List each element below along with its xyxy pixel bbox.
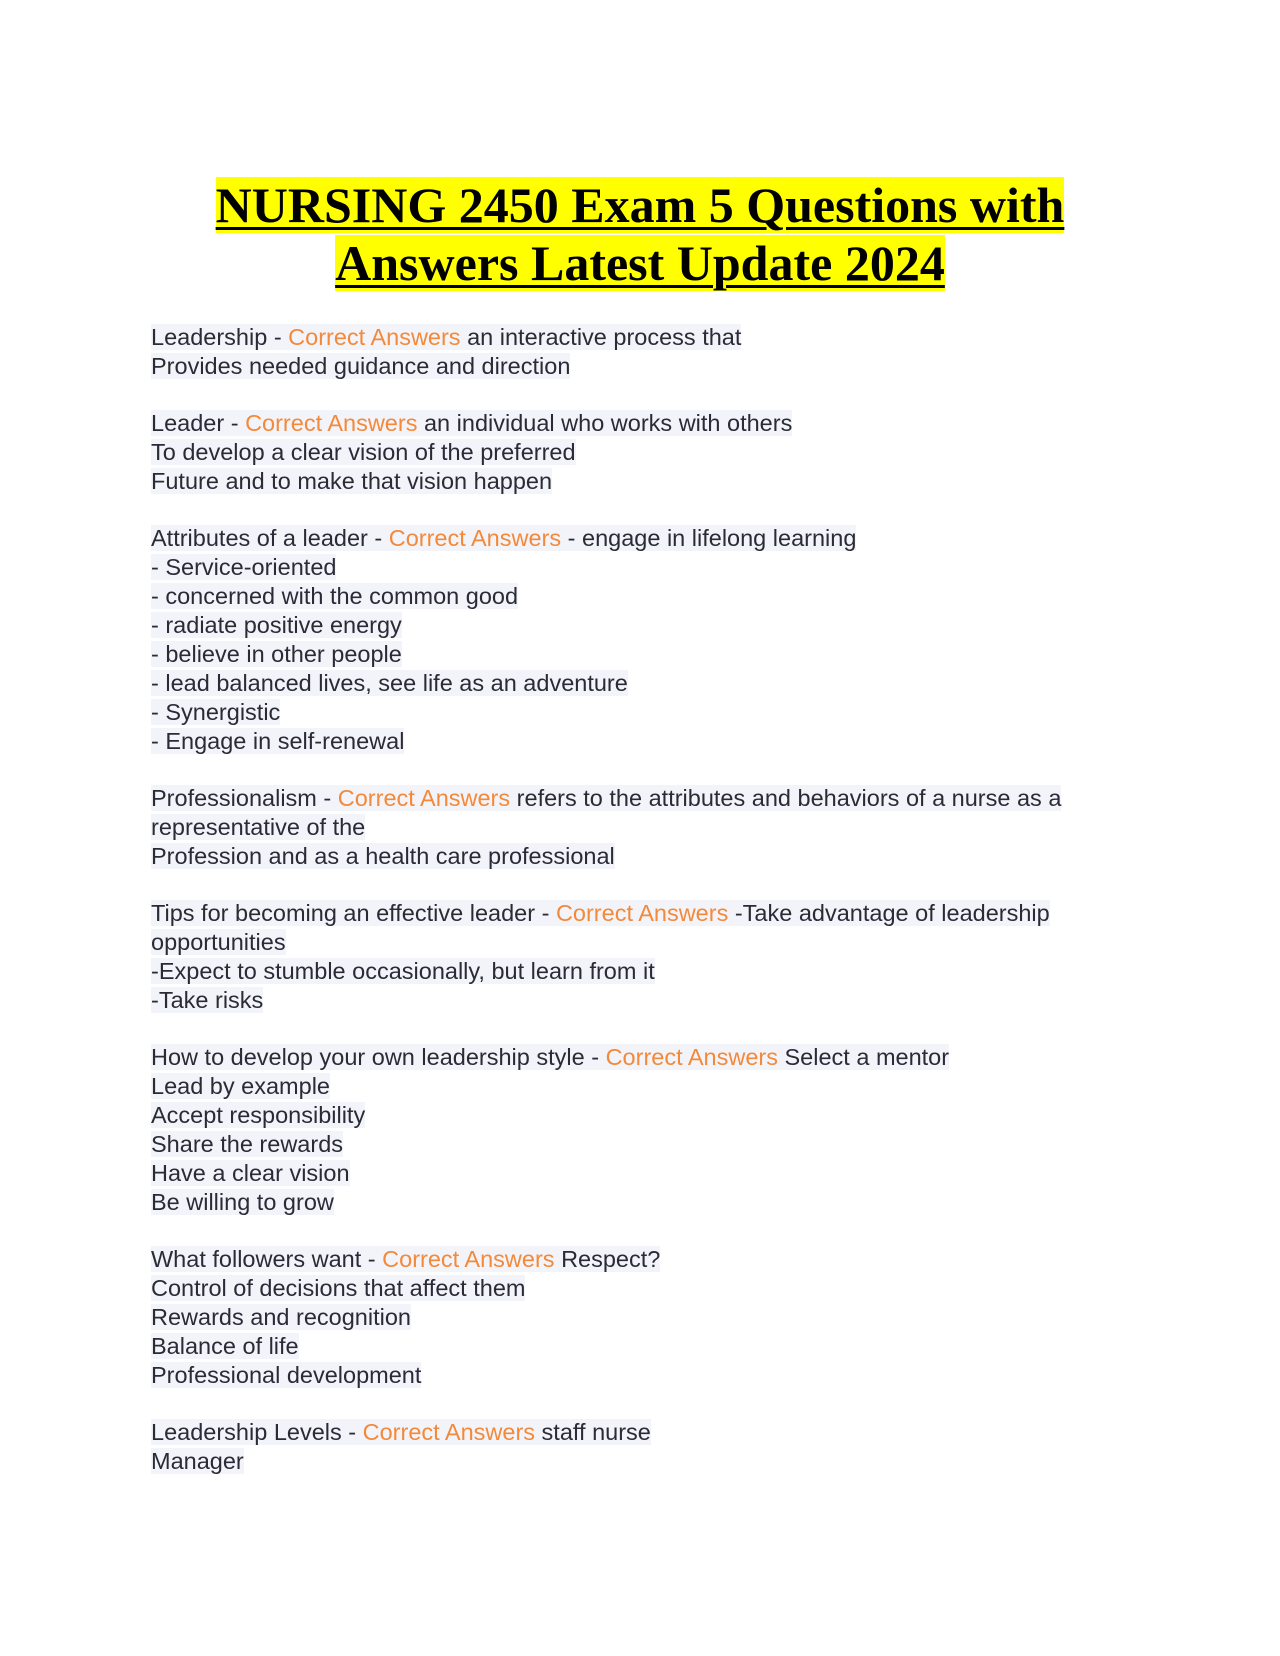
question-term: Professionalism - xyxy=(151,785,338,811)
answer-line-text: Rewards and recognition xyxy=(151,1304,411,1330)
qa-line-text xyxy=(151,1419,651,1445)
correct-answers-label: Correct Answers xyxy=(555,900,729,926)
qa-entry xyxy=(151,409,1141,496)
answer-line xyxy=(151,611,1141,640)
qa-line-text xyxy=(151,410,792,436)
answer-line xyxy=(151,957,1141,986)
answer-line xyxy=(151,1274,1141,1303)
qa-first-line xyxy=(151,1043,1141,1072)
answer-line-text: - radiate positive energy xyxy=(151,612,402,638)
qa-line-text xyxy=(151,1246,660,1272)
correct-answers-label: Correct Answers xyxy=(245,410,418,436)
correct-answers-label: Correct Answers xyxy=(288,324,461,350)
answer-line xyxy=(151,582,1141,611)
answer-text: -Take advantage of leadership xyxy=(728,900,1050,926)
answer-line xyxy=(151,698,1141,727)
question-term: Leadership Levels - xyxy=(151,1419,363,1445)
qa-line-text xyxy=(151,1044,949,1070)
qa-entry xyxy=(151,1418,1141,1476)
document-title xyxy=(100,176,1180,292)
qa-first-line xyxy=(151,323,1141,352)
qa-line-text xyxy=(151,900,1050,926)
qa-first-line xyxy=(151,524,1141,553)
qa-entry xyxy=(151,323,1141,381)
answer-line-text: Balance of life xyxy=(151,1333,299,1359)
answer-line xyxy=(151,1101,1141,1130)
answer-line-text: - lead balanced lives, see life as an adventure xyxy=(151,670,628,696)
answer-line xyxy=(151,1447,1141,1476)
answer-text: - engage in lifelong learning xyxy=(561,525,857,551)
qa-first-line xyxy=(151,409,1141,438)
answer-line-text: Lead by example xyxy=(151,1073,330,1099)
answer-line-text: Manager xyxy=(151,1448,244,1474)
answer-line-text: Be willing to grow xyxy=(151,1189,334,1215)
qa-first-line xyxy=(151,1245,1141,1274)
answer-line xyxy=(151,928,1141,957)
qa-entry xyxy=(151,899,1141,1015)
correct-answers-label: Correct Answers xyxy=(605,1044,778,1070)
answer-line-text: representative of the xyxy=(151,814,366,840)
answer-line xyxy=(151,986,1141,1015)
answer-line-text: Have a clear vision xyxy=(151,1160,350,1186)
answer-line-text: Professional development xyxy=(151,1362,422,1388)
qa-entry xyxy=(151,1245,1141,1390)
answer-line xyxy=(151,438,1141,467)
question-term: Leader - xyxy=(151,410,246,436)
title-line-2: Answers Latest Update 2024 xyxy=(335,235,945,291)
answer-line-text: Future and to make that vision happen xyxy=(151,468,553,494)
answer-text: refers to the attributes and behaviors of a nurse as a xyxy=(510,785,1062,811)
answer-text: Select a mentor xyxy=(777,1044,950,1070)
answer-line-text: -Expect to stumble occasionally, but learn from it xyxy=(151,958,655,984)
question-term: Leadership - xyxy=(151,324,289,350)
answer-line-text: opportunities xyxy=(151,929,286,955)
question-answer-list xyxy=(151,323,1141,1504)
qa-line-text xyxy=(151,525,856,551)
answer-line xyxy=(151,640,1141,669)
answer-line xyxy=(151,727,1141,756)
question-term: How to develop your own leadership style - xyxy=(151,1044,606,1070)
answer-text: an individual who works with others xyxy=(417,410,793,436)
answer-line-text: -Take risks xyxy=(151,987,264,1013)
correct-answers-label: Correct Answers xyxy=(337,785,511,811)
correct-answers-label: Correct Answers xyxy=(382,1246,555,1272)
correct-answers-label: Correct Answers xyxy=(388,525,562,551)
answer-line-text: - concerned with the common good xyxy=(151,583,519,609)
question-term: What followers want - xyxy=(151,1246,383,1272)
qa-first-line xyxy=(151,784,1141,813)
question-term: Tips for becoming an effective leader - xyxy=(151,900,556,926)
answer-line-text: Profession and as a health care professional xyxy=(151,843,615,869)
answer-line xyxy=(151,842,1141,871)
qa-line-text xyxy=(151,324,741,350)
answer-line xyxy=(151,553,1141,582)
answer-line xyxy=(151,352,1141,381)
qa-line-text xyxy=(151,785,1061,811)
answer-line xyxy=(151,1361,1141,1390)
correct-answers-label: Correct Answers xyxy=(362,1419,536,1445)
qa-entry xyxy=(151,784,1141,871)
answer-line-text: To develop a clear vision of the preferred xyxy=(151,439,576,465)
answer-line-text: Provides needed guidance and direction xyxy=(151,353,571,379)
question-term: Attributes of a leader - xyxy=(151,525,389,551)
answer-text: Respect? xyxy=(554,1246,661,1272)
answer-line xyxy=(151,467,1141,496)
answer-line-text: - Synergistic xyxy=(151,699,281,725)
qa-entry xyxy=(151,524,1141,756)
answer-line xyxy=(151,1159,1141,1188)
answer-text: an interactive process that xyxy=(460,324,742,350)
answer-line xyxy=(151,669,1141,698)
answer-line xyxy=(151,1188,1141,1217)
answer-line xyxy=(151,1303,1141,1332)
answer-line-text: Accept responsibility xyxy=(151,1102,366,1128)
answer-line-text: - Service-oriented xyxy=(151,554,337,580)
answer-line-text: Control of decisions that affect them xyxy=(151,1275,526,1301)
answer-line xyxy=(151,1332,1141,1361)
qa-first-line xyxy=(151,1418,1141,1447)
qa-entry xyxy=(151,1043,1141,1217)
answer-line-text: - believe in other people xyxy=(151,641,402,667)
answer-line xyxy=(151,1130,1141,1159)
title-line-1: NURSING 2450 Exam 5 Questions with xyxy=(215,177,1065,233)
answer-line xyxy=(151,1072,1141,1101)
qa-first-line xyxy=(151,899,1141,928)
answer-text: staff nurse xyxy=(535,1419,651,1445)
answer-line xyxy=(151,813,1141,842)
answer-line-text: Share the rewards xyxy=(151,1131,344,1157)
answer-line-text: - Engage in self-renewal xyxy=(151,728,405,754)
